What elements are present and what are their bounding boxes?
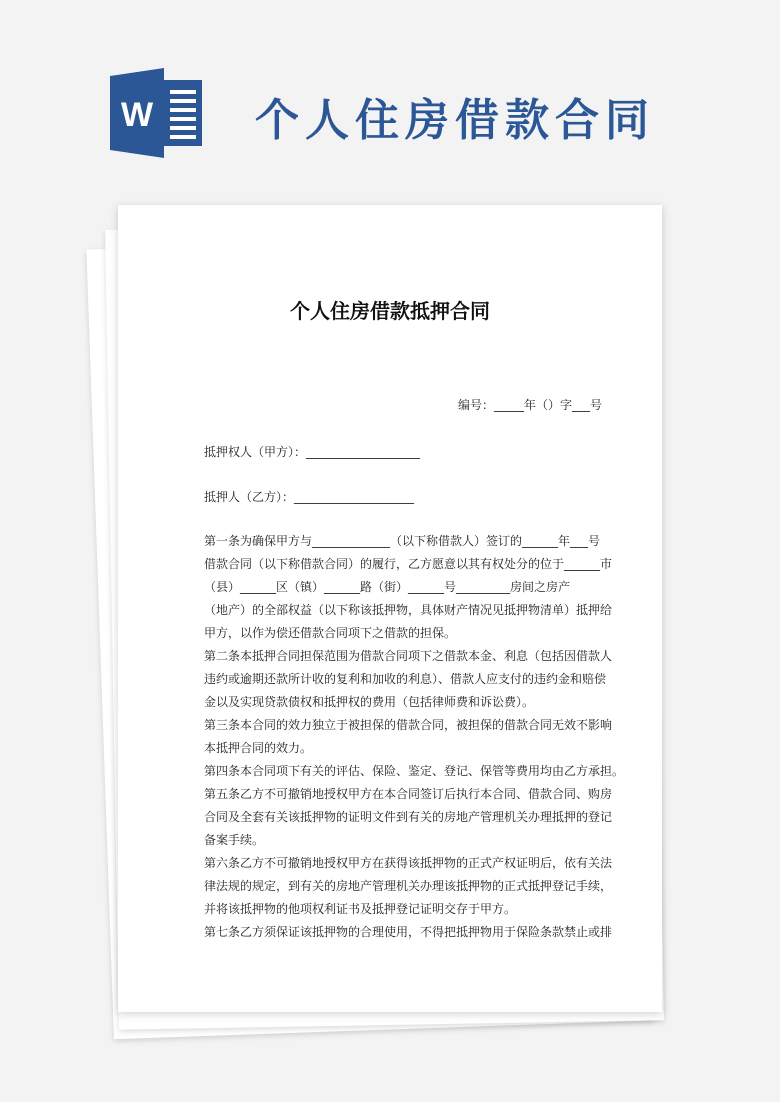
text-line: 借款合同（以下称借款合同）的履行，乙方愿意以其有权处分的位于______市 — [204, 557, 613, 571]
text-line: 律法规的规定，到有关的房地产管理机关办理该抵押物的正式抵押登记手续， — [204, 879, 613, 893]
text-line: 金以及实现贷款债权和抵押权的费用（包括律师费和诉讼费）。 — [204, 695, 535, 709]
document-page — [118, 205, 662, 1012]
text-line: 合同及全套有关该抵押物的证明文件到有关的房地产管理机关办理抵押的登记 — [204, 810, 613, 824]
word-icon — [108, 68, 208, 158]
contract-number: 编号：_____年（）字___号 — [458, 398, 603, 412]
text-line: 本抵押合同的效力。 — [204, 741, 313, 755]
party-a: 抵押权人（甲方）：___________________ — [204, 445, 421, 459]
text-line: 第六条乙方不可撤销地授权甲方在获得该抵押物的正式产权证明后，依有关法 — [204, 856, 613, 870]
text-line: （县）______区（镇）______路（街）______号_________房间之房产 — [204, 580, 571, 594]
text-line: 并将该抵押物的他项权利证书及抵押登记证明交存于甲方。 — [204, 902, 517, 916]
document-body — [204, 530, 625, 944]
text-line: 第四条本合同项下有关的评估、保险、鉴定、登记、保管等费用均由乙方承担。 — [204, 764, 625, 778]
text-line: 甲方，以作为偿还借款合同项下之借款的担保。 — [204, 626, 457, 640]
text-line: 第五条乙方不可撤销地授权甲方在本合同签订后执行本合同、借款合同、购房 — [204, 787, 613, 801]
document-title: 个人住房借款抵押合同 — [290, 299, 490, 323]
text-line: （地产）的全部权益（以下称该抵押物，具体财产情况见抵押物清单）抵押给 — [204, 603, 613, 617]
text-line: 第七条乙方须保证该抵押物的合理使用，不得把抵押物用于保险条款禁止或排 — [204, 925, 613, 939]
text-line: 违约或逾期还款所计收的复利和加收的利息）、借款人应支付的违约金和赔偿 — [204, 672, 607, 686]
header-title: 个人住房借款合同 — [255, 95, 655, 146]
party-b: 抵押人（乙方）：____________________ — [204, 490, 415, 504]
text-line: 备案手续。 — [204, 833, 265, 847]
text-line: 第二条本抵押合同担保范围为借款合同项下之借款本金、利息（包括因借款人 — [204, 649, 613, 663]
text-line: 第一条为确保甲方与_____________（以下称借款人）签订的______年___号 — [204, 534, 601, 548]
text-line: 第三条本合同的效力独立于被担保的借款合同，被担保的借款合同无效不影响 — [204, 718, 613, 732]
logo-letter: W — [120, 96, 154, 134]
